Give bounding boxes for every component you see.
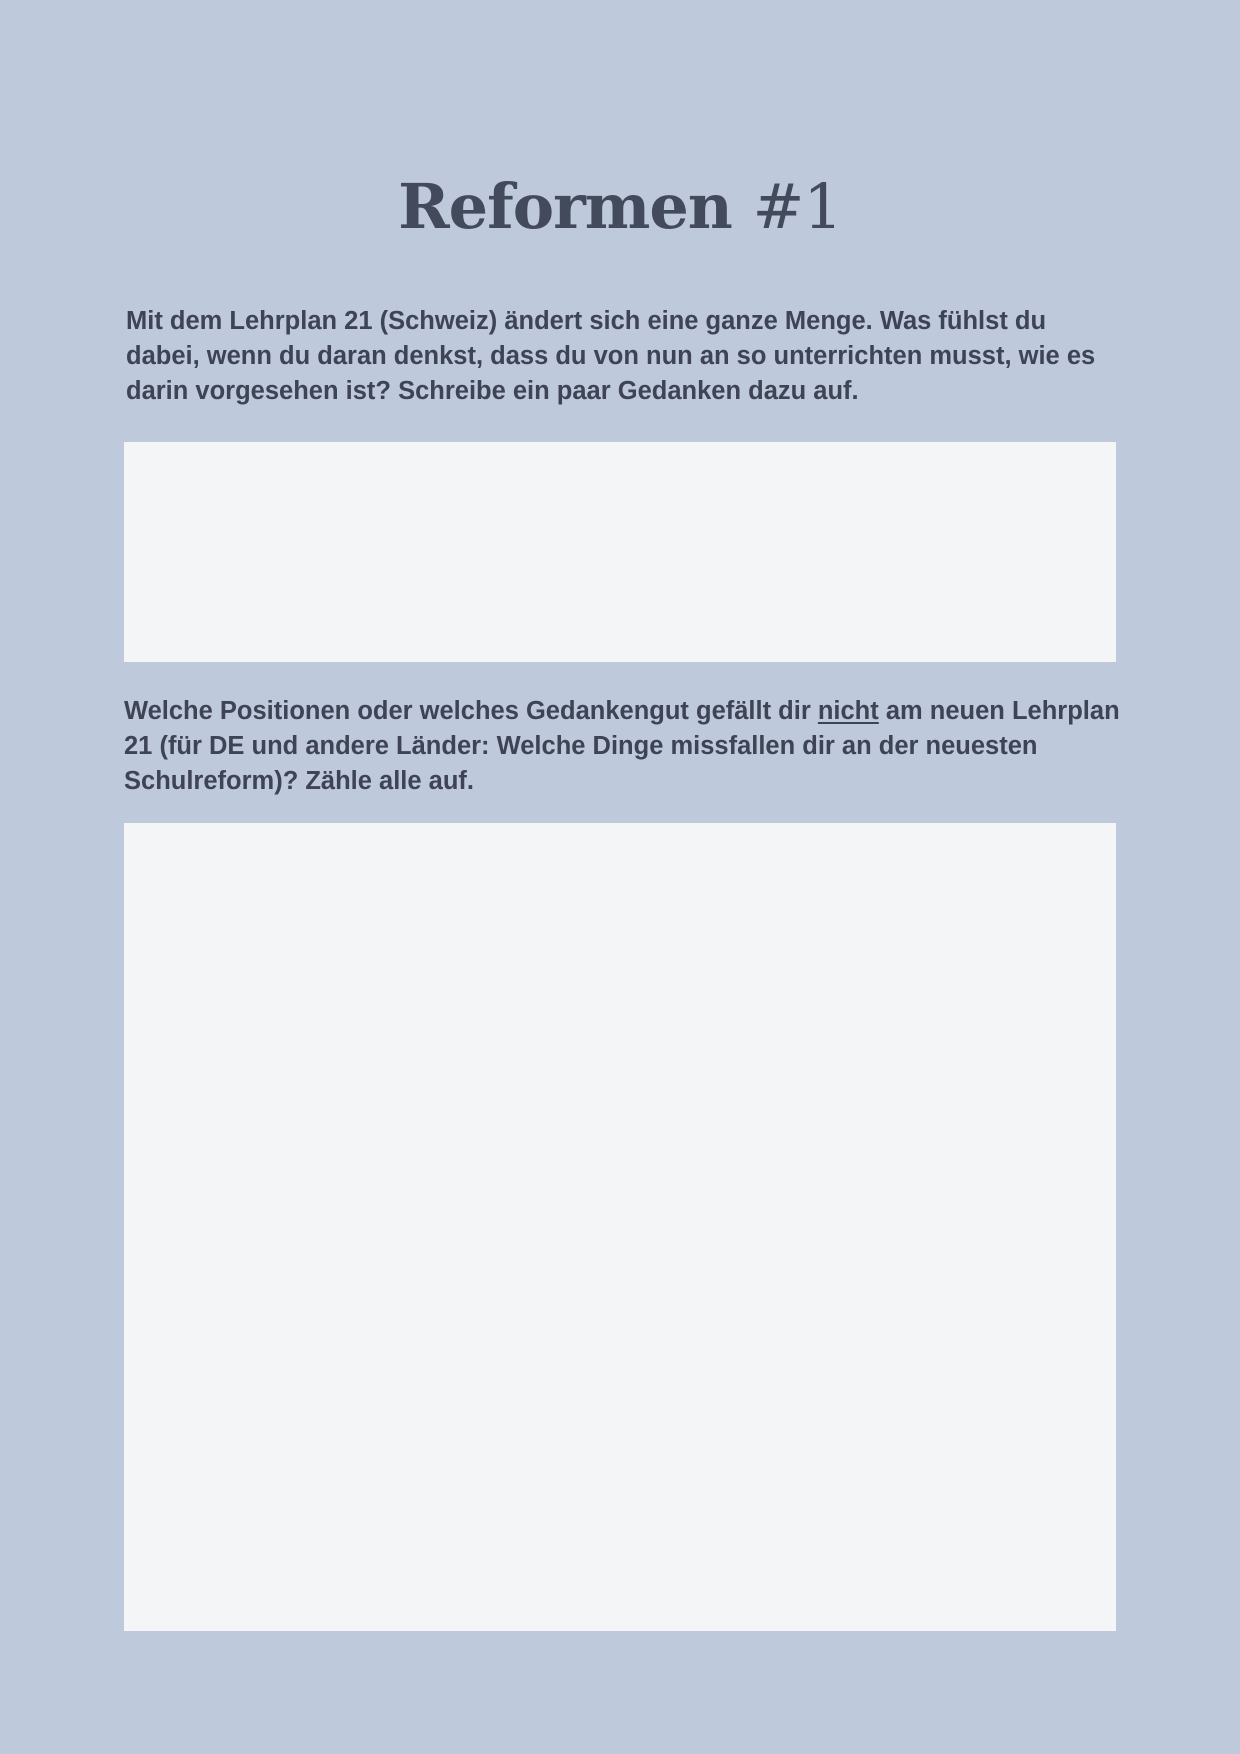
question-1-text: Mit dem Lehrplan 21 (Schweiz) ändert sich eine ganze Menge. Was fühlst du dabei, wenn du daran denkst, dass du von nun an so unterrichten musst, wie es darin vorgesehen ist? Schreibe ein paar Gedanken dazu auf.: [126, 307, 1096, 405]
page-title: [0, 168, 1240, 246]
question-2-part-after: am neuen Lehrplan 21 (für DE und andere Länder: Welche Dinge missfallen dir an der neuesten Schulreform)? Zähle alle auf.: [124, 697, 1120, 795]
question-2-part-before: Welche Positionen oder welches Gedankengut gefällt dir: [124, 697, 818, 725]
question-2-emphasis: nicht: [817, 697, 879, 725]
question-2-text: [124, 694, 1124, 799]
answer-1-field[interactable]: [124, 442, 1116, 662]
title-word: Reformen: [398, 170, 732, 243]
answer-2-field[interactable]: [124, 823, 1116, 1631]
title-number: #1: [752, 170, 842, 243]
